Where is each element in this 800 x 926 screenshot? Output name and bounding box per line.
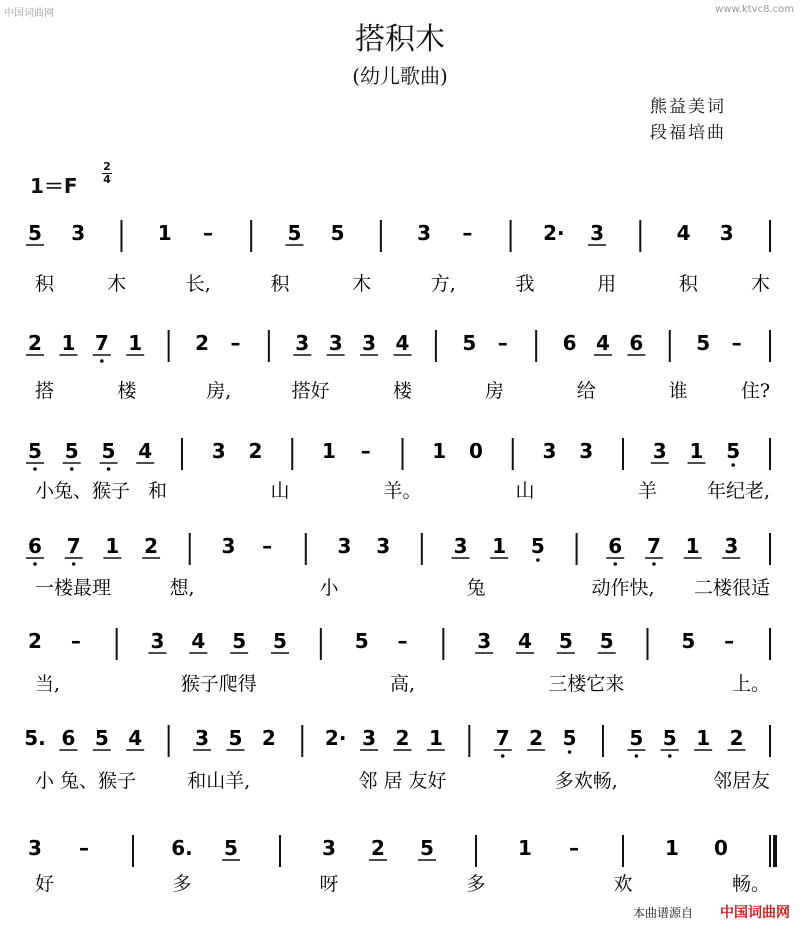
- note: 3: [719, 221, 734, 245]
- note: 1: [128, 331, 143, 355]
- lyric-syllable: 小: [319, 577, 339, 599]
- lyric-syllable: 兔: [466, 577, 486, 599]
- lyric-syllable: 小 兔、猴子: [35, 770, 137, 792]
- lyric-syllable: 搭: [35, 380, 55, 402]
- lyric-syllable: 长,: [185, 273, 211, 295]
- note: 2: [529, 726, 544, 750]
- footer-site: 中国词曲网: [720, 905, 790, 921]
- lyric-syllable: 我: [515, 273, 535, 295]
- key-signature: 1＝F: [30, 174, 78, 198]
- note: 5: [28, 221, 42, 245]
- lyric-syllable: 和: [147, 480, 168, 502]
- note: 3: [328, 331, 343, 355]
- note: –: [202, 221, 213, 245]
- lyric-syllable: 欢: [613, 873, 633, 895]
- note: 5: [562, 726, 577, 750]
- note: 5: [599, 629, 614, 653]
- note: 5.: [24, 726, 46, 750]
- note: 2: [248, 439, 263, 463]
- note: 3: [221, 534, 236, 558]
- note: –: [462, 221, 473, 245]
- note: 3: [590, 221, 605, 245]
- note: 3: [195, 726, 210, 750]
- lyric-syllable: 房,: [206, 380, 232, 402]
- lyric-syllable: 积: [678, 273, 698, 295]
- lyric-syllable: 动作快,: [591, 577, 655, 599]
- note: 3: [28, 836, 42, 860]
- note: 2·: [543, 221, 565, 245]
- watermark-left: 中国词曲网: [4, 8, 54, 19]
- note: 3: [362, 331, 377, 355]
- note: 5: [64, 439, 79, 463]
- note: 2: [261, 726, 276, 750]
- note: 2: [144, 534, 159, 558]
- note: 2: [28, 629, 42, 653]
- note: 5: [726, 439, 741, 463]
- lyric-syllable: 住?: [740, 380, 770, 402]
- note: 5: [629, 726, 644, 750]
- lyric-syllable: 山: [270, 480, 290, 502]
- low-octave-dot: [70, 467, 74, 471]
- note: 0: [714, 836, 728, 860]
- low-octave-dot: [107, 467, 111, 471]
- lyric-syllable: 好: [35, 873, 55, 895]
- note: 6: [28, 534, 42, 558]
- song-title: 搭积木: [355, 22, 445, 57]
- lyric-syllable: 高,: [389, 673, 416, 695]
- note: 5: [273, 629, 287, 653]
- note: 5: [330, 221, 345, 245]
- lyric-syllable: 多: [466, 873, 486, 895]
- lyric-syllable: 山: [515, 480, 535, 502]
- note: 5: [232, 629, 247, 653]
- low-octave-dot: [731, 463, 735, 467]
- low-octave-dot: [33, 562, 37, 566]
- note: 4: [191, 629, 206, 653]
- lyric-syllable: 想,: [169, 577, 195, 599]
- note: 4: [595, 331, 610, 355]
- note: 5: [462, 331, 477, 355]
- note: –: [497, 331, 508, 355]
- note: 7: [495, 726, 510, 750]
- low-octave-dot: [613, 562, 617, 566]
- note: 5: [228, 726, 243, 750]
- lyric-syllable: 年纪老,: [706, 480, 770, 502]
- note: 3: [417, 221, 432, 245]
- footer-source: 本曲谱源自: [633, 906, 694, 920]
- note: 5: [224, 836, 238, 860]
- note: 3: [579, 439, 594, 463]
- note: 5: [354, 629, 369, 653]
- lyricist-credit: 熊益美词: [650, 97, 726, 117]
- note: 3: [211, 439, 226, 463]
- lyric-syllable: 积: [35, 273, 55, 295]
- note: 1: [61, 331, 76, 355]
- note: 3: [295, 331, 310, 355]
- note: 1: [685, 534, 700, 558]
- lyric-syllable: 羊。: [383, 480, 422, 502]
- note: 2: [371, 836, 385, 860]
- lyric-syllable: 多欢畅,: [554, 770, 618, 792]
- note: 2: [729, 726, 744, 750]
- note: 1: [518, 836, 532, 860]
- note: 4: [138, 439, 153, 463]
- note: 3: [362, 726, 377, 750]
- note: 6: [629, 331, 644, 355]
- note: 4: [676, 221, 691, 245]
- note: 4: [395, 331, 410, 355]
- low-octave-dot: [635, 754, 639, 758]
- lyric-syllable: 邻居友: [712, 770, 770, 792]
- low-octave-dot: [72, 562, 76, 566]
- note: –: [70, 629, 81, 653]
- note: –: [569, 836, 579, 860]
- note: 5: [558, 629, 573, 653]
- note: –: [360, 439, 371, 463]
- lyric-syllable: 木: [352, 273, 372, 295]
- note: 1: [665, 836, 679, 860]
- note: –: [724, 629, 735, 653]
- note: 4: [518, 629, 532, 653]
- note: 3: [542, 439, 557, 463]
- note: 7: [66, 534, 81, 558]
- lyric-syllable: 猴子爬得: [180, 673, 257, 695]
- note: 5: [530, 534, 545, 558]
- note: 5: [681, 629, 696, 653]
- note: –: [262, 534, 273, 558]
- note: 1: [696, 726, 711, 750]
- note: 6: [61, 726, 76, 750]
- note: 7: [646, 534, 661, 558]
- watermark-right: www.ktvc8.com: [715, 4, 794, 15]
- lyric-syllable: 和山羊,: [187, 770, 251, 792]
- lyric-syllable: 畅。: [731, 873, 770, 895]
- lyric-syllable: 小兔、猴子: [35, 480, 131, 502]
- note: 0: [469, 439, 483, 463]
- note: –: [230, 331, 241, 355]
- lyric-syllable: 呀: [319, 873, 339, 895]
- note: 3: [477, 629, 492, 653]
- note: 5: [28, 439, 42, 463]
- lyric-syllable: 羊: [637, 480, 658, 502]
- song-subtitle: (幼儿歌曲): [352, 64, 448, 88]
- note: 1: [157, 221, 172, 245]
- lyric-syllable: 房: [484, 380, 504, 402]
- lyric-syllable: 二楼很适: [693, 577, 770, 599]
- note: 2: [395, 726, 410, 750]
- note: 3: [322, 836, 336, 860]
- lyric-syllable: 楼: [392, 380, 413, 402]
- lyric-syllable: 给: [576, 380, 596, 402]
- note: 5: [696, 331, 711, 355]
- note: 1: [322, 439, 336, 463]
- note: 3: [652, 439, 667, 463]
- note: 1: [428, 726, 443, 750]
- note: 1: [105, 534, 120, 558]
- low-octave-dot: [501, 754, 505, 758]
- note: 5: [101, 439, 116, 463]
- note: 3: [724, 534, 739, 558]
- lyric-syllable: 一楼最理: [35, 577, 112, 599]
- lyric-syllable: 楼: [117, 380, 137, 402]
- note: –: [731, 331, 742, 355]
- note: 5: [287, 221, 302, 245]
- lyric-syllable: 方,: [430, 273, 456, 295]
- lyric-syllable: 积: [270, 273, 290, 295]
- low-octave-dot: [668, 754, 672, 758]
- note: 3: [337, 534, 352, 558]
- note: 5: [662, 726, 677, 750]
- note: 1: [432, 439, 447, 463]
- lyric-syllable: 谁: [668, 380, 688, 402]
- note: 3: [71, 221, 86, 245]
- note: 2: [195, 331, 210, 355]
- lyric-syllable: 木: [107, 273, 127, 295]
- note: 1: [492, 534, 507, 558]
- lyric-syllable: 上。: [731, 673, 770, 695]
- note: –: [397, 629, 408, 653]
- note: 5: [420, 836, 434, 860]
- lyric-syllable: 用: [597, 273, 617, 295]
- note: 1: [689, 439, 704, 463]
- lyric-syllable: 邻 居 友好: [358, 770, 447, 792]
- note: 3: [376, 534, 391, 558]
- low-octave-dot: [536, 558, 540, 562]
- note: 5: [94, 726, 109, 750]
- low-octave-dot: [33, 467, 37, 471]
- note: 6.: [171, 836, 193, 860]
- lyric-syllable: 搭好: [291, 380, 330, 402]
- time-signature-bottom: 4: [103, 173, 111, 186]
- note: 2: [28, 331, 42, 355]
- composer-credit: 段福培曲: [650, 123, 726, 143]
- note: 3: [453, 534, 468, 558]
- lyric-syllable: 多: [172, 873, 192, 895]
- note: 2·: [324, 726, 347, 750]
- low-octave-dot: [568, 750, 572, 754]
- lyric-syllable: 木: [750, 273, 770, 295]
- note: 3: [150, 629, 165, 653]
- lyric-syllable: 当,: [35, 673, 61, 695]
- note: 6: [562, 331, 577, 355]
- time-signature-top: 2: [103, 160, 111, 173]
- low-octave-dot: [652, 562, 656, 566]
- lyric-syllable: 三楼它来: [548, 673, 625, 695]
- note: 6: [608, 534, 623, 558]
- note: –: [79, 836, 89, 860]
- note: 4: [128, 726, 143, 750]
- low-octave-dot: [100, 359, 104, 363]
- note: 7: [94, 331, 109, 355]
